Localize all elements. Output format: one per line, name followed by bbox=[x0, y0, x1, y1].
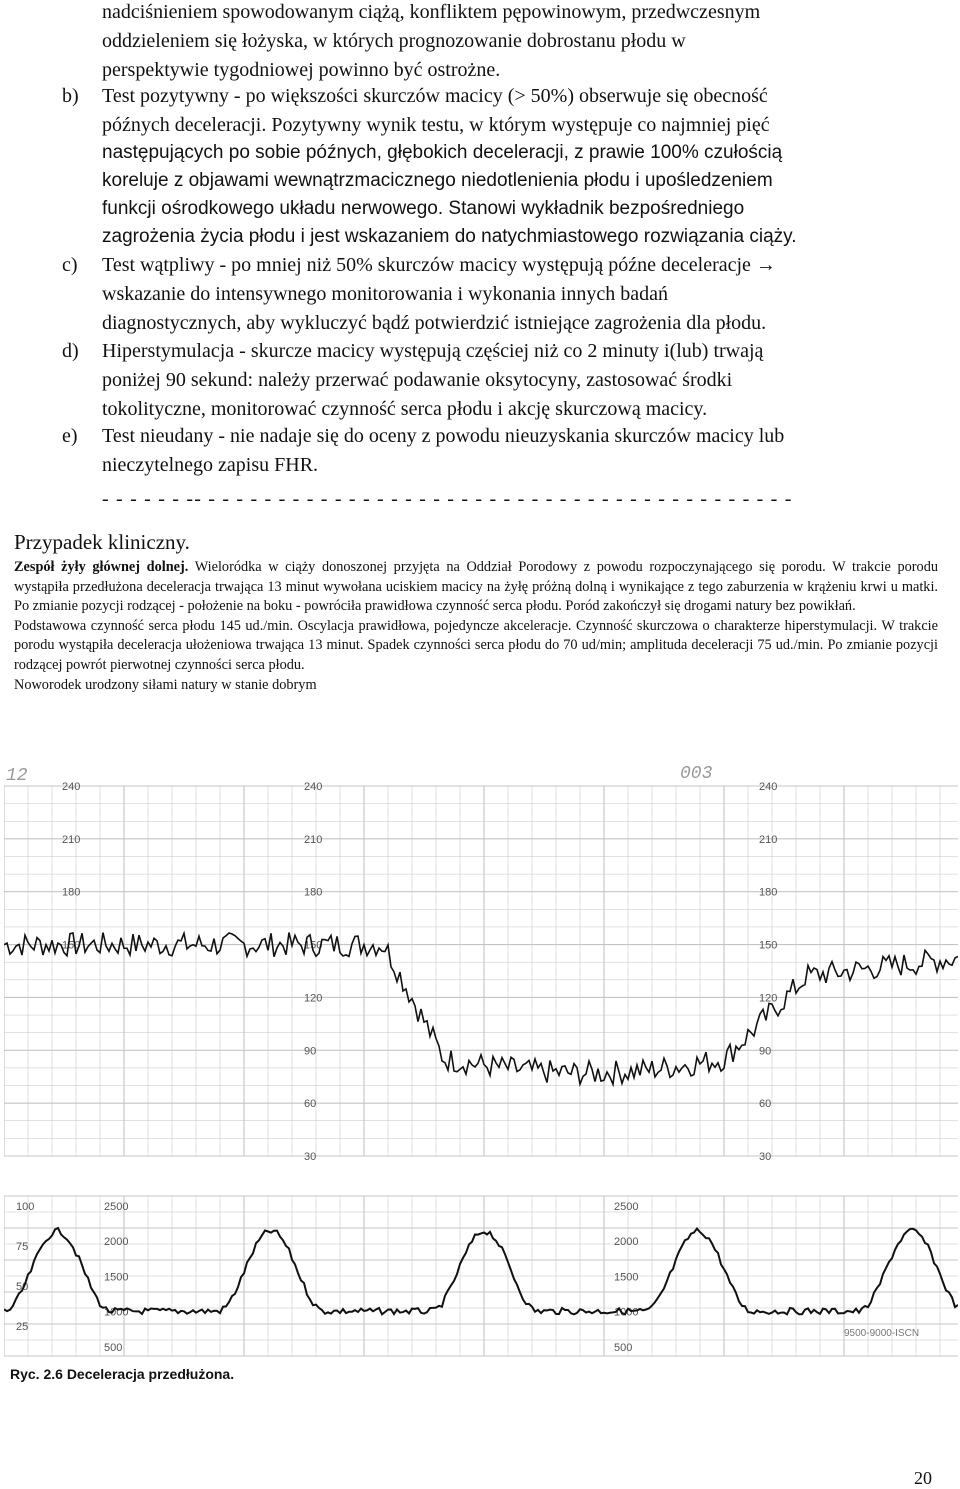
ua-tick-label: 1500 bbox=[104, 1271, 129, 1284]
item-label: d) bbox=[62, 340, 79, 362]
fhr-tick-label: 240 bbox=[62, 781, 81, 793]
fhr-tick-label: 150 bbox=[304, 939, 323, 952]
ua-tick-label: 2500 bbox=[104, 1201, 129, 1213]
case-title: Zespół żyły głównej dolnej. bbox=[14, 559, 189, 575]
item-label: e) bbox=[62, 425, 78, 447]
ua-tick-label: 2500 bbox=[614, 1201, 639, 1213]
separator-line: - - - - - - -- - - - - - - - - - - - - - - - - - - - - - - - - - - - - - - - - - - - - - - - - - - bbox=[102, 488, 793, 510]
ua-tick-label: 500 bbox=[614, 1341, 633, 1354]
case-description bbox=[14, 558, 938, 695]
ua-tick-label: 1500 bbox=[614, 1271, 639, 1284]
ua-tick-label: 2000 bbox=[104, 1236, 129, 1249]
fhr-tick-label: 180 bbox=[759, 886, 778, 899]
fhr-tick-label: 210 bbox=[304, 833, 323, 846]
case-paragraph-1: Zespół żyły głównej dolnej. Wieloródka w ciąży donoszonej przyjęta na Oddział Porodowy z powodu rozpoczynającego się porodu. W trakcie porodu wystąpiła przedłużona deceleracja trwająca 13 minut wywołana uciskiem macicy na żyłę próżną dolną i wynikające z tego zaburzenia w krążeniu krwi u matki. Po zmianie pozycji rodzącej - położenie na boku - powróciła prawidłowa czynność serca płodu. Poród zakończył się drogami natury bez powikłań. bbox=[14, 559, 938, 615]
page-number: 20 bbox=[914, 1468, 932, 1488]
case-paragraph-3: Noworodek urodzony siłami natury w stanie dobrym bbox=[14, 676, 317, 693]
fhr-tick-label: 120 bbox=[304, 992, 323, 1005]
ua-tick-label: 100 bbox=[16, 1201, 35, 1213]
fhr-tick-label: 90 bbox=[759, 1045, 772, 1058]
ua-tick-label: 500 bbox=[104, 1341, 123, 1354]
item-label: c) bbox=[62, 254, 78, 276]
fhr-tick-label: 30 bbox=[759, 1151, 772, 1163]
fhr-tick-label: 240 bbox=[304, 781, 323, 793]
fhr-tick-label: 60 bbox=[304, 1098, 317, 1111]
corner-label-left: 12 bbox=[6, 766, 28, 786]
paper-serial: 9500-9000-ISCN bbox=[844, 1328, 920, 1339]
ua-tick-label: 75 bbox=[16, 1241, 29, 1253]
ua-tick-label: 25 bbox=[16, 1321, 29, 1333]
ctg-trace-figure bbox=[4, 756, 958, 1396]
fhr-tick-label: 150 bbox=[62, 939, 81, 952]
fhr-tick-label: 210 bbox=[62, 833, 81, 846]
fhr-tick-label: 60 bbox=[759, 1098, 772, 1111]
fhr-tick-label: 180 bbox=[304, 886, 323, 899]
item-label: b) bbox=[62, 85, 79, 107]
fhr-tick-label: 120 bbox=[759, 992, 778, 1005]
ua-tick-label: 50 bbox=[16, 1281, 29, 1293]
case-paragraph-2: Podstawowa czynność serca płodu 145 ud./min. Oscylacja prawidłowa, pojedyncze akceleracje. Czynność skurczowa o charakterze hiperstymulacji. W trakcie porodu wystąpiła deceleracja ułożeniowa trwająca 13 minut. Spadek czynności serca płodu do 70 ud/min; amplituda deceleracji 75 ud./min. Po zmianie pozycji rodzącej powrót pierwotnej czynności serca płodu. bbox=[14, 617, 938, 673]
fhr-tick-label: 90 bbox=[304, 1045, 317, 1058]
figure-caption: Ryc. 2.6 Deceleracja przedłużona. bbox=[10, 1366, 235, 1382]
case-heading: Przypadek kliniczny. bbox=[14, 530, 190, 554]
fhr-tick-label: 240 bbox=[759, 781, 778, 793]
ua-tick-label: 2000 bbox=[614, 1236, 639, 1249]
fhr-tick-label: 30 bbox=[304, 1151, 317, 1163]
ua-tick-label: 1000 bbox=[104, 1306, 129, 1319]
fhr-tick-label: 150 bbox=[759, 939, 778, 952]
fhr-tick-label: 180 bbox=[62, 886, 81, 899]
corner-label-right: 003 bbox=[680, 764, 713, 784]
fhr-tick-label: 210 bbox=[759, 833, 778, 846]
ua-tick-label: 1000 bbox=[614, 1306, 639, 1319]
